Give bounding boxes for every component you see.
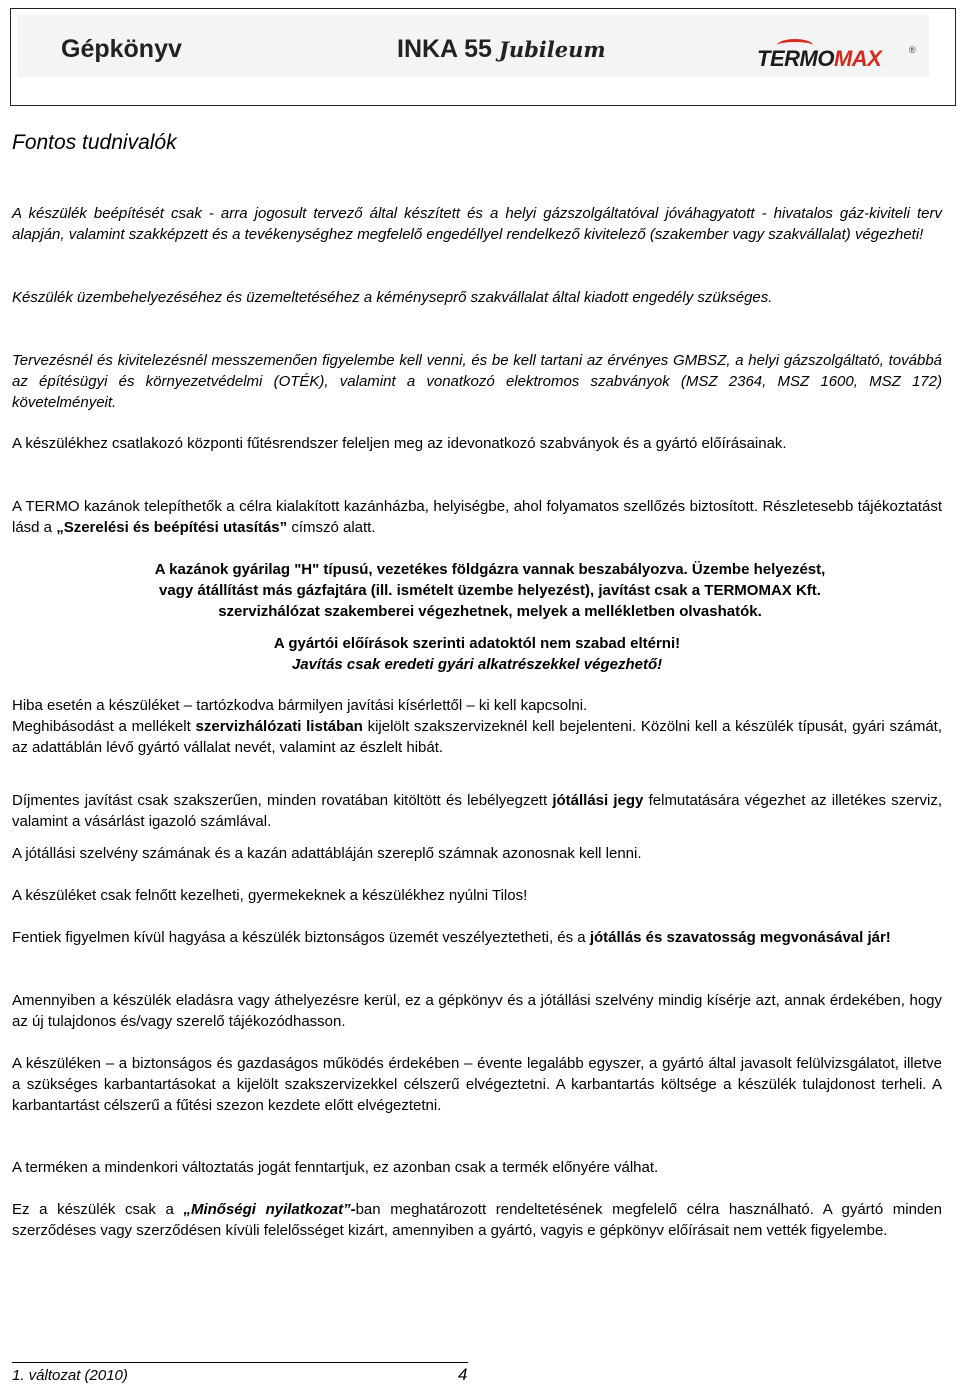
paragraph-installation: A készülék beépítését csak - arra jogosult tervező által készített és a helyi gázszolgáltatóval jóváhagyatott - hivatalos gáz-kiviteli terv alapján, valamint szakképzett és a tevékenységhez megfelelő engedéllyel rendelkező kivitelező (szakember vagy szakvállalat) végezheti! <box>12 205 942 243</box>
termomax-logo <box>757 43 922 75</box>
p9-text-c: felmutatására végezhet az illetékes szerviz, valamint a vásárlást igazoló számlával. <box>12 792 943 830</box>
paragraph-heating-system: A készülékhez csatlakozó központi fűtésrendszer feleljen meg az idevonatkozó szabványok és a gyártó előírásainak. <box>12 435 787 452</box>
paragraph-adult-only: A készüléket csak felnőtt kezelheti, gyermekeknek a készülékhez nyúlni Tilos! <box>12 887 528 904</box>
paragraph-free-repair <box>12 790 942 832</box>
p16-quality-declaration: „Minőségi nyilatkozat”- <box>183 1201 356 1218</box>
header-band <box>17 15 929 77</box>
paragraph-quality-statement <box>12 1199 942 1241</box>
paragraph-boiler-room <box>12 496 942 538</box>
paragraph-maintenance: A készüléken – a biztonságos és gazdaságos működés érdekében – évente legalább egyszer, a gyártó által javasolt felülvizsgálatot, illetve a szükséges karbantartásokat a kijelölt szakszervizekkel célszerű elvégeztetni. A karbantartás költsége a készülék tulajdonost terheli. A karbantartást célszerű a fűtési szezon kezdete előtt elvégeztetni. <box>12 1055 942 1114</box>
p12-text-a: Fentiek figyelmen kívül hagyása a készülék biztonságos üzemét veszélyeztetheti, és a <box>12 929 590 946</box>
p9-text-a: Díjmentes javítást csak szakszerűen, minden rovatában kitöltött és lebélyegzett <box>12 792 553 809</box>
registered-mark: ® <box>909 45 916 55</box>
paragraph-changes-reserved: A terméken a mindenkori változtatás jogát fenntartjuk, ez azonban csak a termék előnyére válhat. <box>12 1159 659 1176</box>
p12-warranty-loss: jótállás és szavatosság megvonásával jár! <box>589 929 891 946</box>
logo-text <box>757 46 881 72</box>
paragraph-fault-switch-off: Hiba esetén a készüléket – tartózkodva bármilyen javítási kísérlettől – ki kell kapcsolni. <box>12 697 588 714</box>
p8-service-list: szervizhálózati listában <box>195 718 363 735</box>
paragraph-serial-match: A jótállási szelvény számának és a kazán adattábláján szereplő számnak azonosnak kell lenni. <box>12 845 642 862</box>
p16-text-a: Ez a készülék csak a <box>12 1201 184 1218</box>
p8-text-d: kijelölt szakszervizeknél kell bejelenteni. Közölni kell a készülék típusát, gyári számát, az adattáblán lévő gyártó vállalat nevét, valamint az észlelt hibát. <box>12 718 942 756</box>
model-name: INKA 55 <box>397 35 492 63</box>
footer-version: 1. változat (2010) <box>12 1367 128 1384</box>
footer-divider <box>12 1362 468 1363</box>
paragraph-chimney-permit: Készülék üzembehelyezéséhez és üzemeltetéséhez a kéményseprő szakvállalat által kiadott engedély szükséges. <box>12 289 773 306</box>
p5-text-c: címszó alatt. <box>287 519 376 536</box>
paragraph-warranty-loss <box>12 927 942 948</box>
logo-max: MAX <box>833 46 882 71</box>
logo-termo: TERMO <box>757 46 834 71</box>
p16-text-c: ban meghatározott rendeltetésének megfelelő célra használható. A gyártó minden szerződéses vagy szerződésen kívüli felelősséget kizárt, amennyiben a gyártó, vagyis e gépkönyv előírásait nem vették figyelembe. <box>12 1201 942 1239</box>
page-number: 4 <box>458 1365 468 1384</box>
model-suffix: Jubileum <box>498 37 606 62</box>
p5-text-a: A TERMO kazánok telepíthetők a célra kialakított kazánházba, helyiségbe, ahol folyamatos szellőzés biztosított. Részletesebb tájékoztatást lásd a <box>12 498 942 536</box>
p8-text-b: Meghibásodást a mellékelt <box>12 718 196 735</box>
paragraph-gas-type-notice: A kazánok gyárilag "H" típusú, vezetékes földgázra vannak beszabályozva. Üzembe helyezést, vagy átállítást más gázfajtára (ill. ismételt üzembe helyezést), javítást csak a TERMOMAX Kft. szervizhálózat szakemberei végezhetnek, melyek a mellékletben olvashatók. <box>154 561 826 620</box>
p5-reference: „Szerelési és beépítési utasítás” <box>56 519 288 536</box>
header-title: Gépkönyv <box>61 35 182 63</box>
paragraph-original-parts: Javítás csak eredeti gyári alkatrészekkel végezhető! <box>291 656 663 673</box>
paragraph-resale: Amennyiben a készülék eladásra vagy áthelyezésre kerül, ez a gépkönyv és a jótállási szelvény mindig kísérje azt, annak érdekében, hogy az új tulajdonos és/vagy szerelő tájékozódhasson. <box>12 992 942 1030</box>
page-header <box>10 8 956 106</box>
header-model <box>397 35 606 64</box>
paragraph-fault-report <box>12 716 942 758</box>
section-title: Fontos tudnivalók <box>12 131 177 154</box>
paragraph-no-deviation: A gyártói előírások szerinti adatoktól nem szabad eltérni! <box>273 635 681 652</box>
paragraph-standards: Tervezésnél és kivitelezésnél messzemenően figyelembe kell venni, és be kell tartani az érvényes GMBSZ, a helyi gázszolgáltató, továbbá az építésügyi és környezetvédelmi (OTÉK), valamint a vonatkozó elektromos szabványok (MSZ 2364, MSZ 1600, MSZ 172) követelményeit. <box>12 352 942 411</box>
p9-warranty: jótállási jegy <box>552 792 644 809</box>
